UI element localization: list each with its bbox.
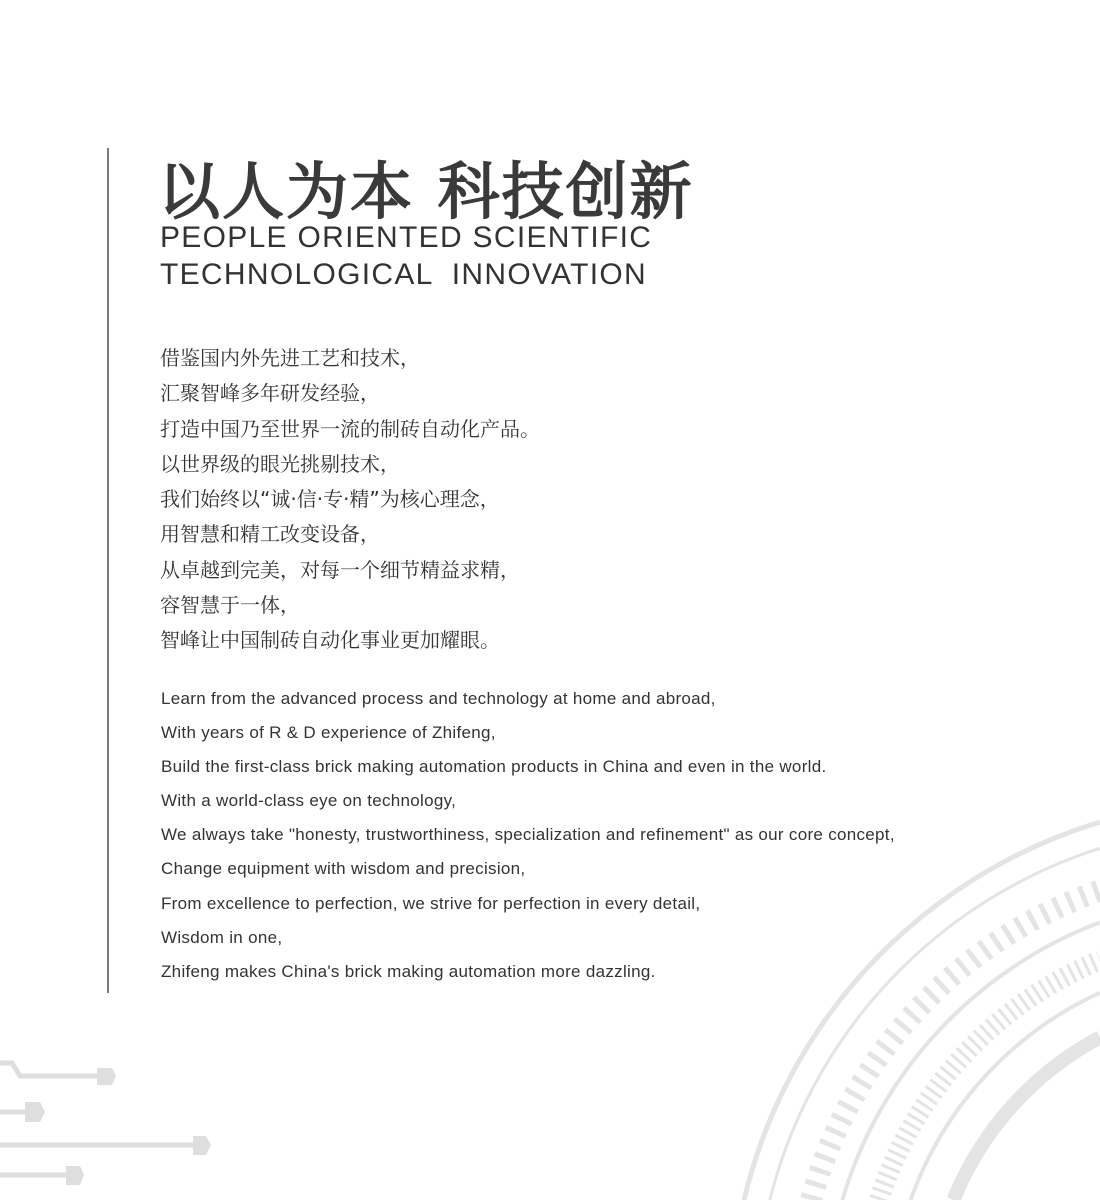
text-line: 借鉴国内外先进工艺和技术， (160, 346, 420, 370)
gear-ring-arc (953, 1037, 1100, 1200)
heading-chinese: 以人为本 科技创新 (158, 155, 694, 228)
text-line: 以世界级的眼光挑剔技术， (160, 451, 400, 476)
text-line: Build the first-class brick making automation products in China and even in the world. (161, 757, 827, 777)
text-line: 容智慧于一体， (160, 593, 300, 618)
gear-ring-arc (811, 890, 1100, 1200)
text-line: Learn from the advanced process and technology at home and abroad, (161, 689, 716, 708)
text-line: We always take "honesty, trustworthiness, specialization and refinement" as our core concept, (161, 825, 895, 845)
gear-ring-arc (744, 822, 1100, 1200)
text-line: 汇聚智峰多年研发经验， (160, 381, 380, 406)
gear-ring-arc (879, 960, 1100, 1200)
text-line: Wisdom in one, (161, 927, 283, 947)
text-line: With years of R & D experience of Zhifeng, (161, 723, 496, 743)
gear-rings-decoration (744, 822, 1100, 1200)
text-line: Change equipment with wisdom and precision, (161, 859, 526, 879)
heading-english-line-1: PEOPLE ORIENTED SCIENTIFIC (160, 221, 653, 254)
text-line: With a world-class eye on technology, (161, 791, 457, 811)
text-line: 从卓越到完美，对每一个细节精益求精， (160, 557, 520, 582)
text-line: 智峰让中国制砖自动化事业更加耀眼。 (160, 628, 500, 653)
text-line: 用智慧和精工改变设备， (160, 522, 380, 547)
text-line: 打造中国乃至世界一流的制砖自动化产品。 (160, 416, 540, 441)
text-line: 我们始终以“诚·信·专·精”为核心理念， (160, 487, 500, 512)
text-line: Zhifeng makes China's brick making automation more dazzling. (161, 961, 656, 981)
circuit-lines-decoration (0, 1063, 211, 1185)
heading-english-line-2: TECHNOLOGICAL INNOVATION (160, 258, 647, 291)
text-line: From excellence to perfection, we strive for perfection in every detail, (161, 893, 701, 913)
